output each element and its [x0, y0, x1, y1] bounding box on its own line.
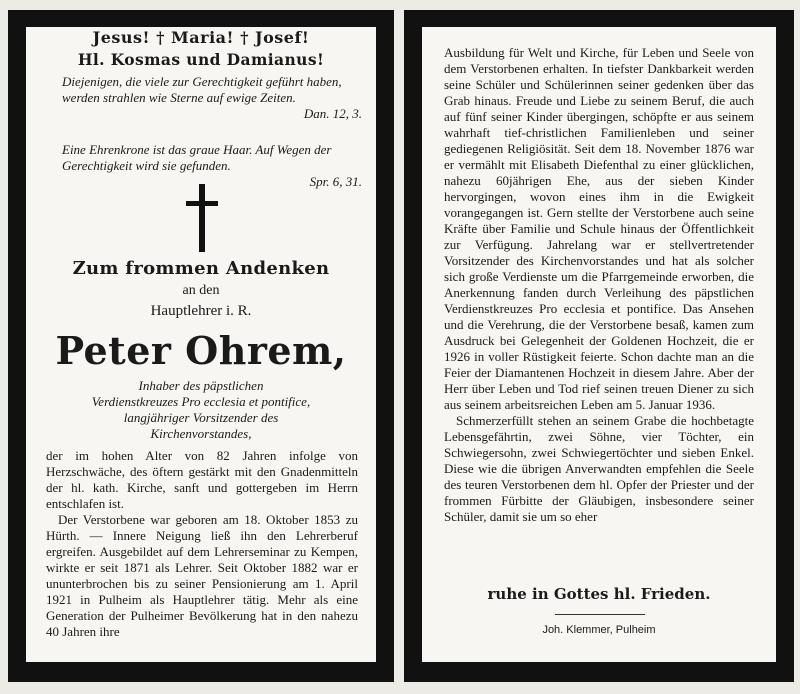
quote-proverbs-text: Eine Ehrenkrone ist das graue Haar. Auf Wegen der Gerechtigkeit wird sie gefunden. — [62, 142, 332, 173]
printer-credit: Joh. Klemmer, Pulheim — [542, 624, 656, 636]
left-paragraph-2: Der Verstorbene war geboren am 18. Oktober 1853 zu Hürth. — Innere Neigung ließ ihn den Lehrerberuf ergreifen. Ausgebildet auf dem Lehrerseminar zu Kempen, wirkte er seit 1871 als Lehrer. Seit Oktober 1882 war er ununterbrochen bis zu seiner Pensionierung am 1. April 1921 in Pulheim als Hauptlehrer tätig. Mehr als eine Generation der Pulheimer Bevölkerung hat in den nahezu 40 Jahren ihre — [46, 512, 358, 639]
closing-blessing: ruhe in Gottes hl. Frieden. — [487, 585, 711, 603]
saints-line: Hl. Kosmas und Damianus! — [77, 50, 325, 69]
right-paragraph-1: Ausbildung für Welt und Kirche, für Leben und Seele von dem Verstorbenen erhalten. In tiefster Dankbarkeit werden seine Schüler und Schülerinnen seiner gedenken über das Grab hinaus. Freude und Liebe zu seinem Beruf, die auch auf fünf seiner Kinder übergingen, schöpfte er aus seinem wahrhaft tief-christlichen Familienleben und seiner gediegenen Religiösität. Seit dem 18. November 1876 war er vermählt mit Elisabeth Diefenthal zu einer glücklichen, nahezu 60jährigen Ehe, aus der sieben Kinder hervorgingen, wovon eines ihm in die Ewigkeit vorangegangen ist. Gern stellte der Verstorbene auch seine Kräfte über Familie und Schule hinaus der Öffentlichkeit zur Verfügung. Jahrelang war er stellvertretender Vorsitzender des Kirchenvorstandes und hat als solcher sich große Verdienste um die Pfarrgemeinde erworben, die Anerkennung fanden durch Verleihung des päpstlichen Verdienstkreuzes Pro ecclesia et pontifice. Das Ansehen und die Verehrung, die der Verstorbene besaß, kamen zum Ausdruck bei Gelegenheit der Goldenen Hochzeit, die er 1926 in voller Rüstigkeit feierte. Schon dachte man an die Feier der Diamantenen Hochzeit in diesem Jahre. Aber der Herr über Leben und Tod rief seinen treuen Diener zu sich aus seinem arbeitsreichen Leben am 5. Januar 1936. — [444, 45, 754, 412]
memorial-heading: Zum frommen Andenken — [72, 258, 330, 279]
honors-line: Kirchenvorstandes, — [150, 426, 252, 441]
an-den-text: an den — [182, 283, 220, 298]
deceased-name: Peter Ohrem, — [55, 328, 347, 373]
right-paragraph-2: Schmerzerfüllt stehen an seinem Grabe die hochbetagte Lebensgefährtin, zwei Söhne, vier Töchter, ein Schwiegersohn, zwei Schwiegertöchter und sieben Enkel. Diese wie die übrigen Anverwandten empfehlen die Seele des teuren Verstorbenen dem hl. Opfer der Priester und der frommen Fürbitte der Gläubigen, insbesondere seiner Schüler, damit sie um so eher — [444, 413, 754, 524]
right-body-text — [444, 45, 754, 525]
honors-block — [26, 378, 376, 442]
left-paragraph-1: der im hohen Alter von 82 Jahren infolge von Herzschwäche, des öftern gestärkt mit den Gnadenmitteln der hl. kath. Kirche, sanft und gottergeben im Herrn entschlafen ist. — [46, 448, 358, 511]
invocation: Jesus! † Maria! † Josef! — [92, 28, 310, 47]
quote-daniel-text: Diejenigen, die viele zur Gerechtigkeit geführt haben, werden strahlen wie Sterne auf ewige Zeiten. — [62, 74, 342, 105]
quote-proverbs-ref: Spr. 6, 31. — [309, 174, 362, 189]
left-body-text — [46, 448, 358, 640]
honors-line: Inhaber des päpstlichen — [138, 378, 264, 393]
rank-text: Hauptlehrer i. R. — [150, 303, 252, 319]
quote-daniel-ref: Dan. 12, 3. — [303, 106, 362, 121]
divider — [555, 614, 645, 615]
honors-line: Verdienstkreuzes Pro ecclesia et pontifice, — [91, 394, 311, 409]
honors-line: langjähriger Vorsitzender des — [123, 410, 279, 425]
